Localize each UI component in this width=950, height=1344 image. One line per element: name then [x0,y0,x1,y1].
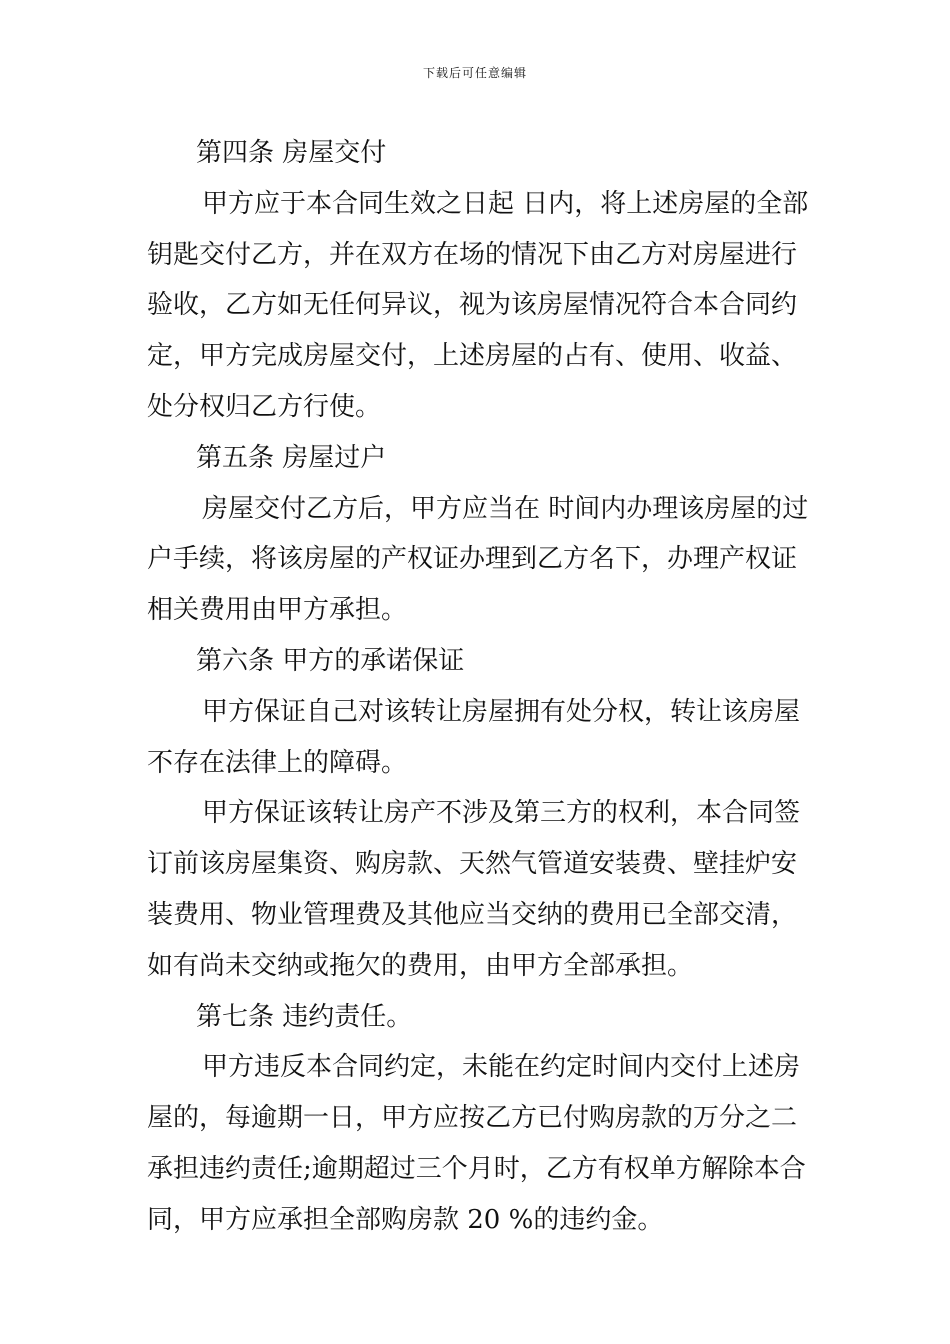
article-4-para-line: 验收，乙方如无任何异议，视为该房屋情况符合本合同约 [147,290,798,321]
page-header-note: 下载后可任意编辑 [422,66,527,80]
article-6-para-2-line: 甲方保证该转让房产不涉及第三方的权利，本合同签 [202,798,801,829]
article-6-para-1-line: 甲方保证自己对该转让房屋拥有处分权，转让该房屋 [202,696,801,727]
article-4-para-line: 定，甲方完成房屋交付，上述房屋的占有、使用、收益、 [147,341,798,372]
article-4-para-line: 甲方应于本合同生效之日起 日内，将上述房屋的全部 [202,188,809,219]
article-5-heading: 第五条 房屋过户 [196,442,387,473]
article-5-para-line: 相关费用由甲方承担。 [147,595,408,626]
article-7-para-line: 甲方违反本合同约定，未能在约定时间内交付上述房 [202,1052,801,1083]
article-7-para-line: 承担违约责任;逾期超过三个月时，乙方有权单方解除本合 [147,1153,806,1184]
article-6-para-2-line: 订前该房屋集资、购房款、天然气管道安装费、壁挂炉安 [147,849,798,880]
article-4-para-line: 钥匙交付乙方，并在双方在场的情况下由乙方对房屋进行 [147,239,798,270]
article-7-para-line: 屋的，每逾期一日，甲方应按乙方已付购房款的万分之二 [147,1103,798,1134]
article-4-heading: 第四条 房屋交付 [196,138,387,168]
article-5-para-line: 户手续，将该房屋的产权证办理到乙方名下，办理产权证 [147,544,798,575]
article-6-heading: 第六条 甲方的承诺保证 [196,645,465,676]
article-6-para-2-line: 装费用、物业管理费及其他应当交纳的费用已全部交清， [147,899,798,930]
article-4-para-line: 处分权归乙方行使。 [147,391,382,422]
article-5-para-line: 房屋交付乙方后，甲方应当在 时间内办理该房屋的过 [202,493,809,524]
document-body [147,128,812,1246]
article-7-para-line: 同，甲方应承担全部购房款 20 %的违约金。 [147,1204,664,1235]
article-7-heading: 第七条 违约责任。 [196,1001,413,1032]
article-6-para-1-line: 不存在法律上的障碍。 [147,747,408,778]
article-6-para-2-line: 如有尚未交纳或拖欠的费用，由甲方全部承担。 [147,950,694,981]
